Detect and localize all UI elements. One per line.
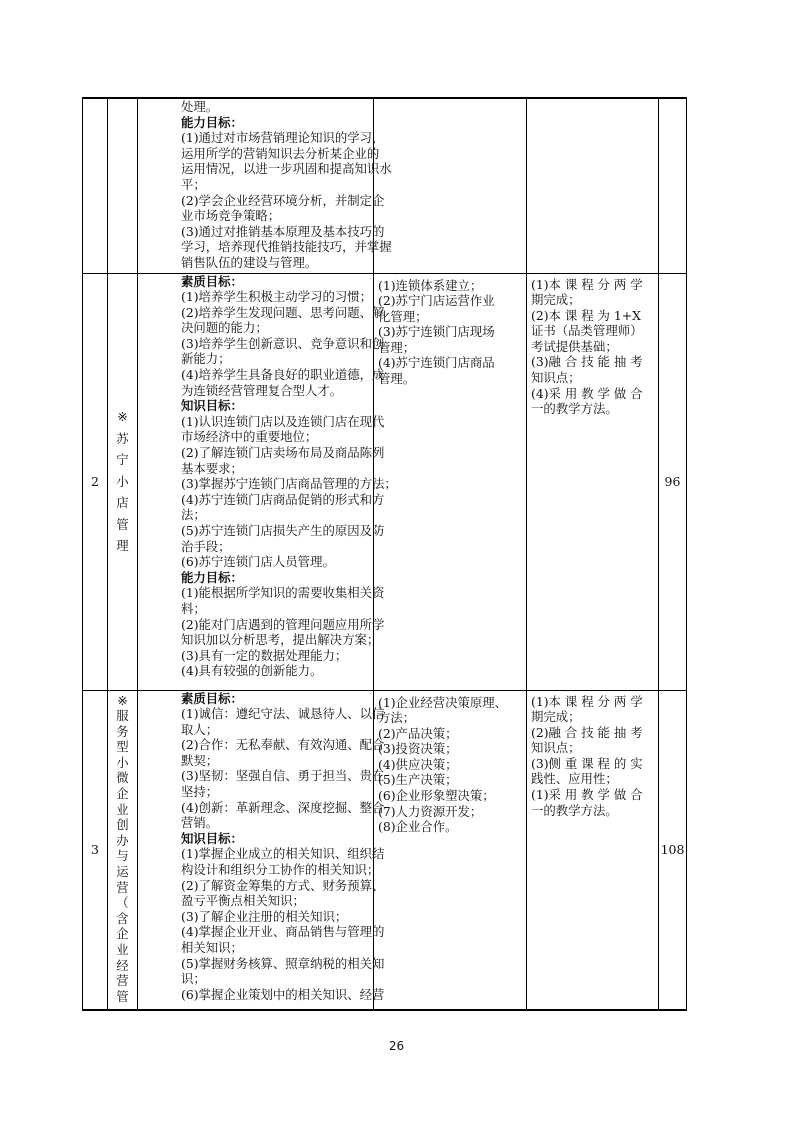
requirement-line: 考试提供基础； (531, 338, 618, 354)
requirement-line: 践性、应用性； (531, 771, 618, 787)
requirement-list (527, 691, 658, 819)
goal-line: 识； (181, 971, 206, 987)
course-name-char: 创 (116, 817, 129, 833)
row-number-cell (83, 98, 108, 273)
goal-line: 业市场竞争策略； (181, 208, 281, 224)
requirement-line: 期完成； (531, 709, 581, 725)
goal-line: 处理。 (181, 99, 219, 114)
content-line: (8)企业合作。 (378, 819, 458, 835)
course-name-char: 业 (116, 801, 129, 817)
requirement-line: 一的教学方法。 (531, 401, 618, 417)
content-line: (1)企业经营决策原理、 (378, 694, 508, 710)
hours-cell (659, 273, 687, 690)
goal-line: (1)培养学生积极主动学习的习惯； (181, 289, 373, 305)
course-name-char: 型 (116, 739, 129, 755)
goals-cell (138, 273, 397, 690)
course-name-char: 企 (116, 926, 129, 942)
course-name (108, 406, 137, 557)
content-line: (3)苏宁连锁门店现场 (378, 324, 495, 340)
goal-line: 营销。 (181, 815, 219, 831)
table-row (83, 98, 687, 273)
requirement-line: (1)采 用 教 学 做 合 (531, 787, 643, 803)
goal-section-title: 能力目标： (181, 114, 243, 130)
hours-value: 108 (660, 841, 685, 857)
goal-line: (1)认识连锁门店以及连锁门店在现代 (181, 413, 385, 429)
goal-line: 学习，培养现代推销技能技巧，并掌握 (181, 239, 392, 255)
content-line: (4)苏宁连锁门店商品 (378, 355, 495, 371)
hours-value: 96 (664, 473, 681, 489)
content-cell (374, 98, 527, 273)
goal-line: (2)学会企业经营环境分析，并制定企 (181, 192, 385, 208)
goals-list (138, 690, 385, 1003)
content-list (374, 274, 526, 387)
course-name-char: 理 (116, 538, 129, 554)
content-line: 化管理； (378, 308, 428, 324)
course-name-char: 经 (116, 957, 129, 973)
content-line: (2)产品决策； (378, 725, 458, 741)
requirement-line: (4)采 用 教 学 做 合 (531, 385, 643, 401)
requirement-line: 知识点； (531, 370, 581, 386)
course-name-char: 营 (116, 973, 129, 989)
course-name-char: 业 (116, 942, 129, 957)
content-line: 管理； (378, 339, 416, 355)
course-name-char: 管 (116, 988, 129, 1004)
requirement-line: 期完成； (531, 292, 581, 308)
requirement-line: (3)融 合 技 能 抽 考 (531, 354, 643, 370)
goal-line: 销售队伍的建设与管理。 (181, 254, 318, 270)
goal-line: (2)能对门店遇到的管理问题应用所学 (181, 616, 385, 632)
goal-line: (4)苏宁连锁门店商品促销的形式和方 (181, 491, 385, 507)
requirement-cell (527, 690, 659, 1010)
requirement-line: (1)本 课 程 分 两 学 (531, 693, 643, 709)
requirement-line: 证书（品类管理师） (531, 323, 643, 339)
goal-line: (6)苏宁连锁门店人员管理。 (181, 554, 335, 570)
course-name-char: 营 (116, 879, 129, 895)
goal-line: (3)培养学生创新意识、竞争意识和创 (181, 335, 385, 351)
course-name-cell (108, 273, 138, 690)
goals-list (138, 99, 392, 271)
goal-line: 平； (181, 176, 206, 192)
content-line: 管理。 (378, 371, 416, 387)
content-list (374, 691, 526, 835)
content-line: (2)苏宁门店运营作业 (378, 293, 495, 309)
goal-section-title: 能力目标： (181, 569, 243, 585)
goal-line: 取人； (181, 721, 219, 737)
goal-line: 运用所学的营销知识去分析某企业的 (181, 145, 380, 161)
content-line: (6)企业形象塑决策； (378, 788, 495, 804)
requirement-line: (1)本 课 程 分 两 学 (531, 276, 643, 292)
goal-line: 构设计和组织分工协作的相关知识； (181, 862, 380, 878)
row-number: 3 (91, 841, 99, 857)
content-line: 方法； (378, 710, 416, 726)
course-name-char: ※ (117, 409, 128, 425)
goal-line: 市场经济中的重要地位； (181, 429, 318, 445)
goal-line: (4)具有较强的创新能力。 (181, 663, 323, 679)
course-name-char: 宁 (116, 452, 129, 468)
content-line: (7)人力资源开发； (378, 803, 483, 819)
page-number: 26 (388, 1039, 405, 1053)
goal-line: (4)掌握企业开业、商品销售与管理的 (181, 924, 385, 940)
goal-line: 运用情况，以进一步巩固和提高知识水 (181, 161, 392, 177)
goal-section-title: 知识目标： (181, 830, 243, 846)
content-line: (3)投资决策； (378, 741, 458, 757)
goal-line: (3)通过对推销基本原理及基本技巧的 (181, 223, 385, 239)
course-name-char: 服 (116, 708, 129, 724)
goal-line: (6)掌握企业策划中的相关知识、经营 (181, 986, 385, 1002)
course-name-char: 苏 (116, 430, 129, 446)
course-name-char: 小 (116, 754, 129, 770)
requirement-list (527, 274, 658, 417)
goal-line: (5)掌握财务核算、照章纳税的相关知 (181, 955, 385, 971)
requirement-line: (3)侧 重 课 程 的 实 (531, 755, 643, 771)
goal-line: (5)苏宁连锁门店损失产生的原因及防 (181, 523, 385, 538)
course-name-char: 管 (116, 516, 129, 532)
goal-line: (2)了解资金筹集的方式、财务预算、 (181, 877, 385, 893)
goal-line: 治手段； (181, 538, 231, 554)
course-name-cell (108, 690, 138, 1010)
goal-line: 坚持； (181, 784, 219, 800)
hours-cell (659, 690, 687, 1010)
content-line: (4)供应决策； (378, 756, 458, 772)
goal-line: (2)了解连锁门店卖场布局及商品陈列 (181, 445, 385, 461)
course-name-char: 微 (116, 770, 129, 786)
goal-line: (3)掌握苏宁连锁门店商品管理的方法； (181, 476, 397, 492)
course-name-char: 办 (116, 832, 129, 848)
table-row (83, 273, 687, 690)
requirement-line: (2)融 合 技 能 抽 考 (531, 724, 643, 740)
content-cell (374, 690, 527, 1010)
goal-line: 盈亏平衡点相关知识； (181, 893, 305, 909)
row-number: 2 (91, 473, 99, 489)
course-table (82, 97, 687, 1011)
row-number-cell (83, 273, 108, 690)
goal-line: (1)能根据所学知识的需要收集相关资 (181, 585, 385, 601)
goal-line: 相关知识； (181, 940, 243, 955)
goal-line: (2)培养学生发现问题、思考问题、解 (181, 304, 385, 320)
goals-cell (138, 690, 385, 1010)
table-row (83, 690, 687, 1010)
goal-line: (3)具有一定的数据处理能力； (181, 647, 348, 663)
goal-section-title: 素质目标： (181, 690, 243, 706)
requirement-cell (527, 273, 659, 690)
goal-line: (4)培养学生具备良好的职业道德，成 (181, 367, 385, 383)
course-name-char: 小 (116, 473, 129, 489)
requirement-line: 一的教学方法。 (531, 802, 618, 818)
goal-line: 决问题的能力； (181, 320, 268, 336)
goal-line: 新能力； (181, 351, 231, 367)
goal-section-title: 素质目标： (181, 273, 243, 289)
course-name-cell (108, 98, 138, 273)
goal-line: (3)坚韧：坚强自信、勇于担当、贵在 (181, 768, 385, 784)
goal-line: 基本要求； (181, 460, 243, 476)
content-line: (5)生产决策； (378, 772, 458, 788)
goals-cell (138, 98, 392, 273)
goals-list (138, 273, 397, 679)
course-name-char: 运 (116, 864, 129, 880)
goal-line: 为连锁经营管理复合型人才。 (181, 382, 343, 398)
course-name-char: （ (116, 895, 129, 911)
row-number-cell (83, 690, 108, 1010)
requirement-cell (527, 98, 659, 273)
goal-line: 知识加以分析思考，提出解决方案； (181, 632, 380, 648)
goal-line: 默契； (181, 752, 219, 768)
goal-line: (3)了解企业注册的相关知识； (181, 908, 348, 924)
goal-section-title: 知识目标： (181, 398, 243, 414)
goal-line: (1)通过对市场营销理论知识的学习， (181, 130, 385, 146)
goal-line: (1)掌握企业成立的相关知识、组织结 (181, 846, 385, 862)
content-line: (1)连锁体系建立； (378, 277, 483, 293)
course-name-char: 店 (116, 495, 129, 511)
goal-line: 法； (181, 507, 206, 523)
requirement-line: 知识点； (531, 740, 581, 756)
hours-cell (659, 98, 687, 273)
goal-line: (4)创新：革新理念、深度挖掘、整合 (181, 799, 385, 815)
course-name-char: 与 (116, 848, 129, 864)
course-name-char: 务 (116, 723, 129, 739)
course-name-char: ※ (117, 692, 128, 708)
course-name (108, 691, 137, 1005)
course-name-char: 含 (116, 910, 129, 926)
goal-line: 料； (181, 600, 206, 616)
requirement-line: (2)本 课 程 为 1+X (531, 307, 641, 323)
goal-line: (1)诚信：遵纪守法、诚恳待人、以信 (181, 706, 385, 722)
course-name-char: 企 (116, 786, 129, 802)
goal-line: (2)合作：无私奉献、有效沟通、配合 (181, 737, 385, 753)
